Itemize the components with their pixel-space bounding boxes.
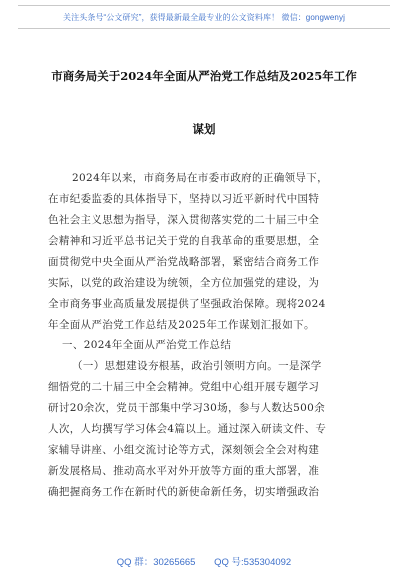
intro-line: 实际，以党的政治建设为统领，全方位加强党的建设，为	[48, 277, 320, 289]
intro-line: 年全面从严治党工作总结及2025年工作谋划汇报如下。	[48, 319, 315, 331]
section-heading-text: 一、2024年全面从严治党工作总结	[62, 339, 232, 351]
paragraph-line: 新发展格局、推动高水平对外开放等方面的重大部署，准	[48, 465, 320, 477]
intro-line: 会精神和习近平总书记关于党的自我革命的重要思想，全	[48, 235, 320, 247]
paragraph-line: 人次，人均撰写学习体会4篇以上。通过深入研读文件、专	[48, 423, 327, 435]
paragraph-line: 确把握商务工作在新时代的新使命新任务，切实增强政治	[48, 486, 320, 498]
intro-line: 面贯彻党中央全面从严治党战略部署，紧密结合商务工作	[48, 256, 320, 268]
section-paragraph	[48, 356, 362, 503]
footer-qq-group: QQ 群：30265665	[116, 557, 196, 568]
paragraph-line: 细悟党的二十届三中全会精神。党组中心组开展专题学习	[48, 381, 320, 393]
section-heading	[48, 335, 362, 356]
document-title-line-2: 谋划	[192, 122, 216, 136]
intro-paragraph	[48, 168, 362, 336]
header-banner: 关注头条号“公文研究”，获得最新最全最专业的公文资料库！ 微信：gongwenyj	[18, 5, 390, 29]
intro-line: 2024年以来，市商务局在市委市政府的正确领导下，	[72, 172, 328, 184]
footer-contact	[0, 554, 408, 568]
document-title-line-1: 市商务局关于2024年全面从严治党工作总结及2025年工作	[51, 69, 357, 83]
paragraph-line: 研讨20余次，党员干部集中学习30场，参与人数达500余	[48, 402, 326, 414]
paragraph-line: （一）思想建设夯根基，政治引领明方向。一是深学	[72, 360, 322, 372]
intro-line: 全市商务事业高质量发展提供了坚强政治保障。现将2024	[48, 298, 326, 310]
paragraph-line: 家辅导讲座、小组交流讨论等方式，深刻领会全会对构建	[48, 444, 320, 456]
footer-qq-number: QQ 号:535304092	[214, 557, 292, 568]
intro-line: 在市纪委监委的具体指导下，坚持以习近平新时代中国特	[48, 193, 320, 205]
intro-line: 色社会主义思想为指导，深入贯彻落实党的二十届三中全	[48, 214, 320, 226]
